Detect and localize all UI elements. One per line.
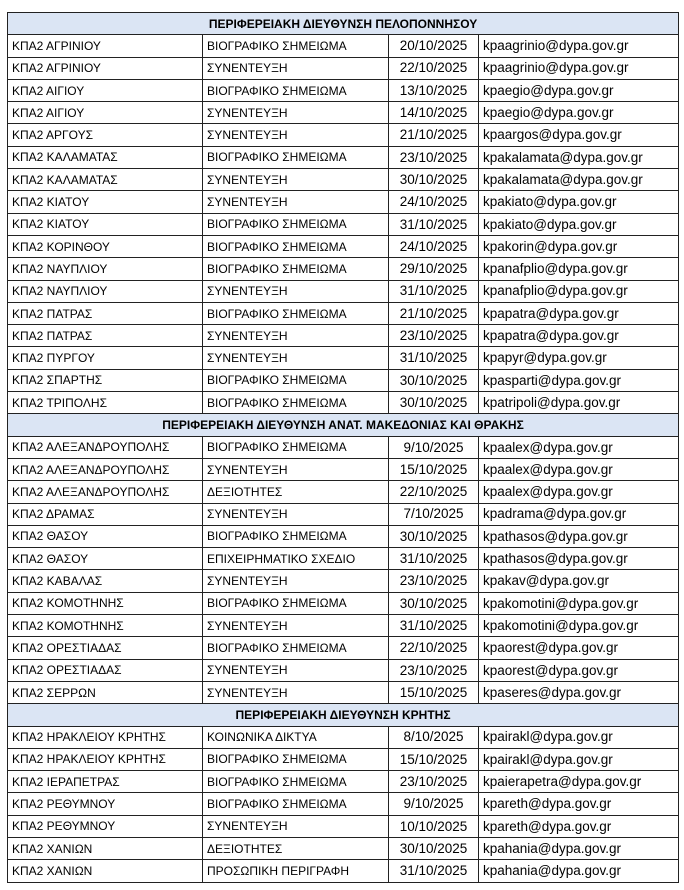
office-cell: ΚΠΑ2 ΝΑΥΠΛΙΟΥ bbox=[8, 258, 203, 280]
topic-cell: ΣΥΝΕΝΤΕΥΞΗ bbox=[203, 570, 389, 592]
topic-cell: ΣΥΝΕΝΤΕΥΞΗ bbox=[203, 57, 389, 79]
date-cell: 24/10/2025 bbox=[389, 191, 479, 213]
email-cell: kpahania@dypa.gov.gr bbox=[479, 837, 679, 859]
office-cell: ΚΠΑ2 ΟΡΕΣΤΙΑΔΑΣ bbox=[8, 637, 203, 659]
office-cell: ΚΠΑ2 ΑΙΓΙΟΥ bbox=[8, 79, 203, 101]
date-cell: 15/10/2025 bbox=[389, 458, 479, 480]
table-row bbox=[8, 79, 679, 101]
office-cell: ΚΠΑ2 ΔΡΑΜΑΣ bbox=[8, 503, 203, 525]
email-cell: kpakiato@dypa.gov.gr bbox=[479, 191, 679, 213]
date-cell: 9/10/2025 bbox=[389, 436, 479, 458]
date-cell: 29/10/2025 bbox=[389, 258, 479, 280]
topic-cell: ΒΙΟΓΡΑΦΙΚΟ ΣΗΜΕΙΩΜΑ bbox=[203, 213, 389, 235]
date-cell: 9/10/2025 bbox=[389, 793, 479, 815]
date-cell: 14/10/2025 bbox=[389, 102, 479, 124]
topic-cell: ΒΙΟΓΡΑΦΙΚΟ ΣΗΜΕΙΩΜΑ bbox=[203, 79, 389, 101]
date-cell: 30/10/2025 bbox=[389, 392, 479, 414]
office-cell: ΚΠΑ2 ΣΕΡΡΩΝ bbox=[8, 681, 203, 703]
email-cell: kpakav@dypa.gov.gr bbox=[479, 570, 679, 592]
office-cell: ΚΠΑ2 ΗΡΑΚΛΕΙΟΥ ΚΡΗΤΗΣ bbox=[8, 748, 203, 770]
table-row bbox=[8, 771, 679, 793]
topic-cell: ΣΥΝΕΝΤΕΥΞΗ bbox=[203, 503, 389, 525]
date-cell: 30/10/2025 bbox=[389, 837, 479, 859]
office-cell: ΚΠΑ2 ΑΛΕΞΑΝΔΡΟΥΠΟΛΗΣ bbox=[8, 436, 203, 458]
email-cell: kpaseres@dypa.gov.gr bbox=[479, 681, 679, 703]
table-row bbox=[8, 815, 679, 837]
topic-cell: ΒΙΟΓΡΑΦΙΚΟ ΣΗΜΕΙΩΜΑ bbox=[203, 771, 389, 793]
topic-cell: ΒΙΟΓΡΑΦΙΚΟ ΣΗΜΕΙΩΜΑ bbox=[203, 525, 389, 547]
table-row bbox=[8, 35, 679, 57]
email-cell: kpanafplio@dypa.gov.gr bbox=[479, 258, 679, 280]
email-cell: kpakiato@dypa.gov.gr bbox=[479, 213, 679, 235]
table-row bbox=[8, 102, 679, 124]
table-row bbox=[8, 436, 679, 458]
topic-cell: ΒΙΟΓΡΑΦΙΚΟ ΣΗΜΕΙΩΜΑ bbox=[203, 302, 389, 324]
date-cell: 31/10/2025 bbox=[389, 347, 479, 369]
date-cell: 20/10/2025 bbox=[389, 35, 479, 57]
office-cell: ΚΠΑ2 ΡΕΘΥΜΝΟΥ bbox=[8, 815, 203, 837]
topic-cell: ΒΙΟΓΡΑΦΙΚΟ ΣΗΜΕΙΩΜΑ bbox=[203, 392, 389, 414]
office-cell: ΚΠΑ2 ΑΛΕΞΑΝΔΡΟΥΠΟΛΗΣ bbox=[8, 481, 203, 503]
table-row bbox=[8, 748, 679, 770]
office-cell: ΚΠΑ2 ΚΑΛΑΜΑΤΑΣ bbox=[8, 169, 203, 191]
schedule-table bbox=[7, 12, 679, 883]
office-cell: ΚΠΑ2 ΚΟΜΟΤΗΝΗΣ bbox=[8, 615, 203, 637]
topic-cell: ΚΟΙΝΩΝΙΚΑ ΔΙΚΤΥΑ bbox=[203, 726, 389, 748]
topic-cell: ΣΥΝΕΝΤΕΥΞΗ bbox=[203, 102, 389, 124]
topic-cell: ΒΙΟΓΡΑΦΙΚΟ ΣΗΜΕΙΩΜΑ bbox=[203, 35, 389, 57]
email-cell: kpaegio@dypa.gov.gr bbox=[479, 102, 679, 124]
office-cell: ΚΠΑ2 ΡΕΘΥΜΝΟΥ bbox=[8, 793, 203, 815]
table-row bbox=[8, 57, 679, 79]
table-row bbox=[8, 860, 679, 882]
topic-cell: ΠΡΟΣΩΠΙΚΗ ΠΕΡΙΓΡΑΦΗ bbox=[203, 860, 389, 882]
table-row bbox=[8, 570, 679, 592]
date-cell: 30/10/2025 bbox=[389, 369, 479, 391]
date-cell: 15/10/2025 bbox=[389, 681, 479, 703]
office-cell: ΚΠΑ2 ΚΟΡΙΝΘΟΥ bbox=[8, 235, 203, 257]
office-cell: ΚΠΑ2 ΑΡΓΟΥΣ bbox=[8, 124, 203, 146]
table-row bbox=[8, 592, 679, 614]
date-cell: 23/10/2025 bbox=[389, 659, 479, 681]
region-header-row bbox=[8, 414, 679, 436]
topic-cell: ΣΥΝΕΝΤΕΥΞΗ bbox=[203, 815, 389, 837]
date-cell: 30/10/2025 bbox=[389, 169, 479, 191]
date-cell: 22/10/2025 bbox=[389, 57, 479, 79]
email-cell: kpakalamata@dypa.gov.gr bbox=[479, 169, 679, 191]
email-cell: kpahania@dypa.gov.gr bbox=[479, 860, 679, 882]
office-cell: ΚΠΑ2 ΝΑΥΠΛΙΟΥ bbox=[8, 280, 203, 302]
email-cell: kpaegio@dypa.gov.gr bbox=[479, 79, 679, 101]
table-row bbox=[8, 213, 679, 235]
region-header-row bbox=[8, 13, 679, 35]
office-cell: ΚΠΑ2 ΠΑΤΡΑΣ bbox=[8, 302, 203, 324]
office-cell: ΚΠΑ2 ΣΠΑΡΤΗΣ bbox=[8, 369, 203, 391]
email-cell: kpasparti@dypa.gov.gr bbox=[479, 369, 679, 391]
date-cell: 21/10/2025 bbox=[389, 302, 479, 324]
date-cell: 24/10/2025 bbox=[389, 235, 479, 257]
email-cell: kpaorest@dypa.gov.gr bbox=[479, 637, 679, 659]
email-cell: kpapyr@dypa.gov.gr bbox=[479, 347, 679, 369]
email-cell: kpaalex@dypa.gov.gr bbox=[479, 458, 679, 480]
date-cell: 23/10/2025 bbox=[389, 325, 479, 347]
office-cell: ΚΠΑ2 ΚΑΒΑΛΑΣ bbox=[8, 570, 203, 592]
topic-cell: ΒΙΟΓΡΑΦΙΚΟ ΣΗΜΕΙΩΜΑ bbox=[203, 235, 389, 257]
table-row bbox=[8, 325, 679, 347]
table-row bbox=[8, 258, 679, 280]
office-cell: ΚΠΑ2 ΠΑΤΡΑΣ bbox=[8, 325, 203, 347]
topic-cell: ΔΕΞΙΟΤΗΤΕΣ bbox=[203, 837, 389, 859]
date-cell: 31/10/2025 bbox=[389, 280, 479, 302]
date-cell: 31/10/2025 bbox=[389, 615, 479, 637]
region-title: ΠΕΡΙΦΕΡΕΙΑΚΗ ΔΙΕΥΘΥΝΣΗ ΚΡΗΤΗΣ bbox=[8, 704, 679, 726]
date-cell: 15/10/2025 bbox=[389, 748, 479, 770]
office-cell: ΚΠΑ2 ΙΕΡΑΠΕΤΡΑΣ bbox=[8, 771, 203, 793]
topic-cell: ΣΥΝΕΝΤΕΥΞΗ bbox=[203, 659, 389, 681]
table-row bbox=[8, 235, 679, 257]
email-cell: kpadrama@dypa.gov.gr bbox=[479, 503, 679, 525]
email-cell: kpaargos@dypa.gov.gr bbox=[479, 124, 679, 146]
table-row bbox=[8, 191, 679, 213]
topic-cell: ΒΙΟΓΡΑΦΙΚΟ ΣΗΜΕΙΩΜΑ bbox=[203, 258, 389, 280]
table-row bbox=[8, 793, 679, 815]
office-cell: ΚΠΑ2 ΑΛΕΞΑΝΔΡΟΥΠΟΛΗΣ bbox=[8, 458, 203, 480]
table-row bbox=[8, 481, 679, 503]
date-cell: 31/10/2025 bbox=[389, 213, 479, 235]
table-row bbox=[8, 347, 679, 369]
email-cell: kpairakl@dypa.gov.gr bbox=[479, 748, 679, 770]
email-cell: kpaagrinio@dypa.gov.gr bbox=[479, 57, 679, 79]
date-cell: 23/10/2025 bbox=[389, 570, 479, 592]
office-cell: ΚΠΑ2 ΟΡΕΣΤΙΑΔΑΣ bbox=[8, 659, 203, 681]
email-cell: kpathasos@dypa.gov.gr bbox=[479, 525, 679, 547]
office-cell: ΚΠΑ2 ΗΡΑΚΛΕΙΟΥ ΚΡΗΤΗΣ bbox=[8, 726, 203, 748]
table-row bbox=[8, 458, 679, 480]
office-cell: ΚΠΑ2 ΑΓΡΙΝΙΟΥ bbox=[8, 35, 203, 57]
topic-cell: ΒΙΟΓΡΑΦΙΚΟ ΣΗΜΕΙΩΜΑ bbox=[203, 592, 389, 614]
office-cell: ΚΠΑ2 ΘΑΣΟΥ bbox=[8, 548, 203, 570]
office-cell: ΚΠΑ2 ΤΡΙΠΟΛΗΣ bbox=[8, 392, 203, 414]
date-cell: 23/10/2025 bbox=[389, 146, 479, 168]
email-cell: kpareth@dypa.gov.gr bbox=[479, 793, 679, 815]
date-cell: 21/10/2025 bbox=[389, 124, 479, 146]
topic-cell: ΒΙΟΓΡΑΦΙΚΟ ΣΗΜΕΙΩΜΑ bbox=[203, 637, 389, 659]
table-row bbox=[8, 659, 679, 681]
table-row bbox=[8, 615, 679, 637]
topic-cell: ΒΙΟΓΡΑΦΙΚΟ ΣΗΜΕΙΩΜΑ bbox=[203, 793, 389, 815]
office-cell: ΚΠΑ2 ΑΙΓΙΟΥ bbox=[8, 102, 203, 124]
email-cell: kpapatra@dypa.gov.gr bbox=[479, 325, 679, 347]
email-cell: kpanafplio@dypa.gov.gr bbox=[479, 280, 679, 302]
table-row bbox=[8, 146, 679, 168]
email-cell: kpakomotini@dypa.gov.gr bbox=[479, 592, 679, 614]
table-row bbox=[8, 726, 679, 748]
date-cell: 22/10/2025 bbox=[389, 637, 479, 659]
date-cell: 13/10/2025 bbox=[389, 79, 479, 101]
table-row bbox=[8, 837, 679, 859]
office-cell: ΚΠΑ2 ΠΥΡΓΟΥ bbox=[8, 347, 203, 369]
topic-cell: ΣΥΝΕΝΤΕΥΞΗ bbox=[203, 280, 389, 302]
email-cell: kpaalex@dypa.gov.gr bbox=[479, 481, 679, 503]
topic-cell: ΒΙΟΓΡΑΦΙΚΟ ΣΗΜΕΙΩΜΑ bbox=[203, 146, 389, 168]
region-title: ΠΕΡΙΦΕΡΕΙΑΚΗ ΔΙΕΥΘΥΝΣΗ ΑΝΑΤ. ΜΑΚΕΔΟΝΙΑΣ ΚΑΙ ΘΡΑΚΗΣ bbox=[8, 414, 679, 436]
office-cell: ΚΠΑ2 ΚΟΜΟΤΗΝΗΣ bbox=[8, 592, 203, 614]
topic-cell: ΒΙΟΓΡΑΦΙΚΟ ΣΗΜΕΙΩΜΑ bbox=[203, 748, 389, 770]
table-row bbox=[8, 169, 679, 191]
office-cell: ΚΠΑ2 ΧΑΝΙΩΝ bbox=[8, 837, 203, 859]
office-cell: ΚΠΑ2 ΚΙΑΤΟΥ bbox=[8, 213, 203, 235]
email-cell: kpaierapetra@dypa.gov.gr bbox=[479, 771, 679, 793]
email-cell: kpatripoli@dypa.gov.gr bbox=[479, 392, 679, 414]
office-cell: ΚΠΑ2 ΧΑΝΙΩΝ bbox=[8, 860, 203, 882]
office-cell: ΚΠΑ2 ΚΑΛΑΜΑΤΑΣ bbox=[8, 146, 203, 168]
email-cell: kpakalamata@dypa.gov.gr bbox=[479, 146, 679, 168]
table-row bbox=[8, 124, 679, 146]
office-cell: ΚΠΑ2 ΚΙΑΤΟΥ bbox=[8, 191, 203, 213]
email-cell: kpapatra@dypa.gov.gr bbox=[479, 302, 679, 324]
table-row bbox=[8, 503, 679, 525]
date-cell: 30/10/2025 bbox=[389, 525, 479, 547]
topic-cell: ΣΥΝΕΝΤΕΥΞΗ bbox=[203, 325, 389, 347]
email-cell: kpaorest@dypa.gov.gr bbox=[479, 659, 679, 681]
email-cell: kpaagrinio@dypa.gov.gr bbox=[479, 35, 679, 57]
topic-cell: ΣΥΝΕΝΤΕΥΞΗ bbox=[203, 347, 389, 369]
topic-cell: ΒΙΟΓΡΑΦΙΚΟ ΣΗΜΕΙΩΜΑ bbox=[203, 436, 389, 458]
date-cell: 23/10/2025 bbox=[389, 771, 479, 793]
date-cell: 7/10/2025 bbox=[389, 503, 479, 525]
table-row bbox=[8, 302, 679, 324]
email-cell: kpakorin@dypa.gov.gr bbox=[479, 235, 679, 257]
table-row bbox=[8, 548, 679, 570]
email-cell: kpairakl@dypa.gov.gr bbox=[479, 726, 679, 748]
email-cell: kpaalex@dypa.gov.gr bbox=[479, 436, 679, 458]
region-title: ΠΕΡΙΦΕΡΕΙΑΚΗ ΔΙΕΥΘΥΝΣΗ ΠΕΛΟΠΟΝΝΗΣΟΥ bbox=[8, 13, 679, 35]
topic-cell: ΒΙΟΓΡΑΦΙΚΟ ΣΗΜΕΙΩΜΑ bbox=[203, 369, 389, 391]
table-row bbox=[8, 681, 679, 703]
date-cell: 31/10/2025 bbox=[389, 860, 479, 882]
schedule-table-body bbox=[8, 13, 679, 883]
topic-cell: ΣΥΝΕΝΤΕΥΞΗ bbox=[203, 615, 389, 637]
region-header-row bbox=[8, 704, 679, 726]
date-cell: 31/10/2025 bbox=[389, 548, 479, 570]
topic-cell: ΣΥΝΕΝΤΕΥΞΗ bbox=[203, 681, 389, 703]
office-cell: ΚΠΑ2 ΘΑΣΟΥ bbox=[8, 525, 203, 547]
topic-cell: ΕΠΙΧΕΙΡΗΜΑΤΙΚΟ ΣΧΕΔΙΟ bbox=[203, 548, 389, 570]
email-cell: kpathasos@dypa.gov.gr bbox=[479, 548, 679, 570]
topic-cell: ΔΕΞΙΟΤΗΤΕΣ bbox=[203, 481, 389, 503]
table-row bbox=[8, 637, 679, 659]
email-cell: kpareth@dypa.gov.gr bbox=[479, 815, 679, 837]
table-row bbox=[8, 369, 679, 391]
topic-cell: ΣΥΝΕΝΤΕΥΞΗ bbox=[203, 458, 389, 480]
table-row bbox=[8, 392, 679, 414]
date-cell: 8/10/2025 bbox=[389, 726, 479, 748]
date-cell: 10/10/2025 bbox=[389, 815, 479, 837]
table-row bbox=[8, 525, 679, 547]
date-cell: 30/10/2025 bbox=[389, 592, 479, 614]
office-cell: ΚΠΑ2 ΑΓΡΙΝΙΟΥ bbox=[8, 57, 203, 79]
topic-cell: ΣΥΝΕΝΤΕΥΞΗ bbox=[203, 191, 389, 213]
table-row bbox=[8, 280, 679, 302]
date-cell: 22/10/2025 bbox=[389, 481, 479, 503]
email-cell: kpakomotini@dypa.gov.gr bbox=[479, 615, 679, 637]
topic-cell: ΣΥΝΕΝΤΕΥΞΗ bbox=[203, 169, 389, 191]
topic-cell: ΣΥΝΕΝΤΕΥΞΗ bbox=[203, 124, 389, 146]
